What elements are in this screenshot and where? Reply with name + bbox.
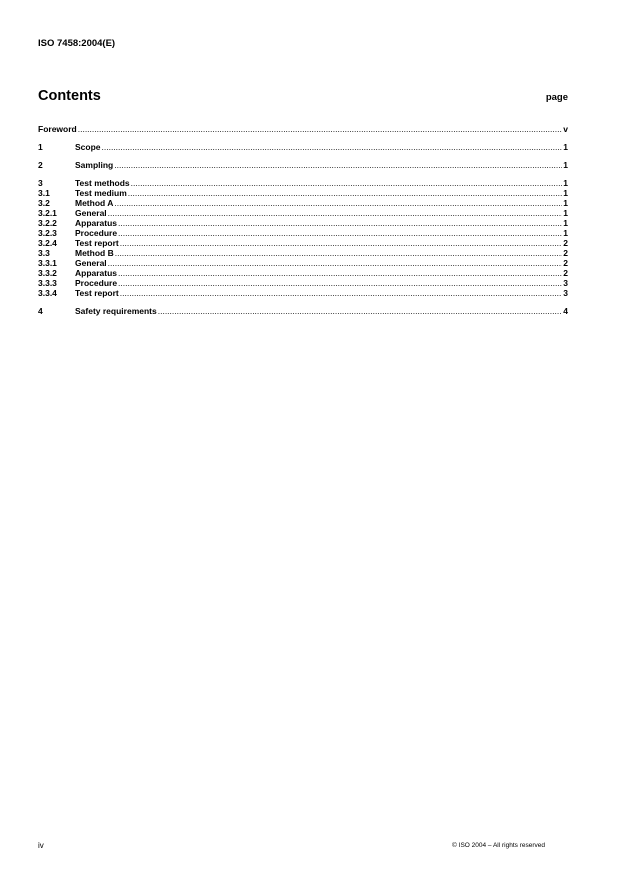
toc-entry-title[interactable]: General bbox=[75, 258, 107, 268]
page-column-label: page bbox=[545, 92, 568, 103]
toc-entry-number: 3.2.4 bbox=[38, 238, 57, 248]
toc-entry[interactable] bbox=[38, 218, 568, 228]
toc-entry-title[interactable]: Test report bbox=[75, 238, 119, 248]
toc-entry-number: 3.2.2 bbox=[38, 218, 57, 228]
toc-entry-title[interactable]: Safety requirements bbox=[75, 306, 157, 316]
toc-entry-page: 2 bbox=[563, 238, 568, 248]
toc-entry[interactable] bbox=[38, 306, 568, 316]
toc-entry[interactable] bbox=[38, 188, 568, 198]
toc-entry-page: 2 bbox=[563, 248, 568, 258]
toc-entry[interactable] bbox=[38, 288, 568, 298]
toc-entry[interactable] bbox=[38, 278, 568, 288]
toc-entry-title[interactable]: Test medium bbox=[75, 188, 127, 198]
toc-entry[interactable] bbox=[38, 248, 568, 258]
toc-entry-page: 3 bbox=[563, 288, 568, 298]
toc-entry-page: v bbox=[563, 124, 568, 134]
toc-entry-page: 4 bbox=[563, 306, 568, 316]
document-id: ISO 7458:2004(E) bbox=[38, 38, 116, 49]
toc-entry-title[interactable]: Scope bbox=[75, 142, 101, 152]
toc-entry-page: 1 bbox=[563, 188, 568, 198]
toc-entry[interactable] bbox=[38, 160, 568, 170]
toc-entry-page: 1 bbox=[563, 198, 568, 208]
table-of-contents bbox=[38, 124, 568, 316]
toc-entry-number: 2 bbox=[38, 160, 43, 170]
toc-entry-page: 3 bbox=[563, 278, 568, 288]
toc-entry-title[interactable]: Test report bbox=[75, 288, 119, 298]
toc-entry-title[interactable]: Procedure bbox=[75, 278, 118, 288]
toc-entry-title[interactable]: Foreword bbox=[38, 124, 77, 134]
toc-entry-number: 3.3.3 bbox=[38, 278, 57, 288]
toc-entry-title[interactable]: Apparatus bbox=[75, 218, 118, 228]
toc-entry[interactable] bbox=[38, 142, 568, 152]
contents-heading bbox=[38, 88, 568, 108]
toc-entry-page: 2 bbox=[563, 268, 568, 278]
toc-entry[interactable] bbox=[38, 198, 568, 208]
footer-page-number: iv bbox=[38, 841, 44, 850]
toc-entry[interactable] bbox=[38, 258, 568, 268]
toc-entry[interactable] bbox=[38, 238, 568, 248]
toc-entry-number: 3.3.1 bbox=[38, 258, 57, 268]
toc-entry-page: 1 bbox=[563, 178, 568, 188]
toc-entry-title[interactable]: Method A bbox=[75, 198, 114, 208]
toc-entry[interactable] bbox=[38, 228, 568, 238]
toc-entry[interactable] bbox=[38, 178, 568, 188]
toc-entry[interactable] bbox=[38, 124, 568, 134]
toc-entry-number: 3.2 bbox=[38, 198, 50, 208]
toc-entry-page: 1 bbox=[563, 218, 568, 228]
toc-entry-page: 2 bbox=[563, 258, 568, 268]
toc-entry-page: 1 bbox=[563, 142, 568, 152]
toc-entry-title[interactable]: Test methods bbox=[75, 178, 130, 188]
toc-entry-title[interactable]: Method B bbox=[75, 248, 114, 258]
toc-entry-number: 3.2.1 bbox=[38, 208, 57, 218]
toc-entry-number: 3.1 bbox=[38, 188, 50, 198]
toc-entry-title[interactable]: Sampling bbox=[75, 160, 114, 170]
toc-entry-number: 1 bbox=[38, 142, 43, 152]
toc-entry-number: 3.3.4 bbox=[38, 288, 57, 298]
toc-entry[interactable] bbox=[38, 268, 568, 278]
toc-entry-number: 3.3.2 bbox=[38, 268, 57, 278]
toc-entry-page: 1 bbox=[563, 160, 568, 170]
toc-entry-title[interactable]: Apparatus bbox=[75, 268, 118, 278]
footer-copyright: © ISO 2004 – All rights reserved bbox=[452, 842, 545, 849]
toc-entry-title[interactable]: Procedure bbox=[75, 228, 118, 238]
toc-entry-number: 3 bbox=[38, 178, 43, 188]
toc-entry-number: 3.3 bbox=[38, 248, 50, 258]
toc-entry[interactable] bbox=[38, 208, 568, 218]
toc-entry-page: 1 bbox=[563, 208, 568, 218]
toc-entry-number: 3.2.3 bbox=[38, 228, 57, 238]
toc-entry-title[interactable]: General bbox=[75, 208, 107, 218]
toc-entry-number: 4 bbox=[38, 306, 43, 316]
page-title: Contents bbox=[38, 88, 101, 104]
toc-entry-page: 1 bbox=[563, 228, 568, 238]
